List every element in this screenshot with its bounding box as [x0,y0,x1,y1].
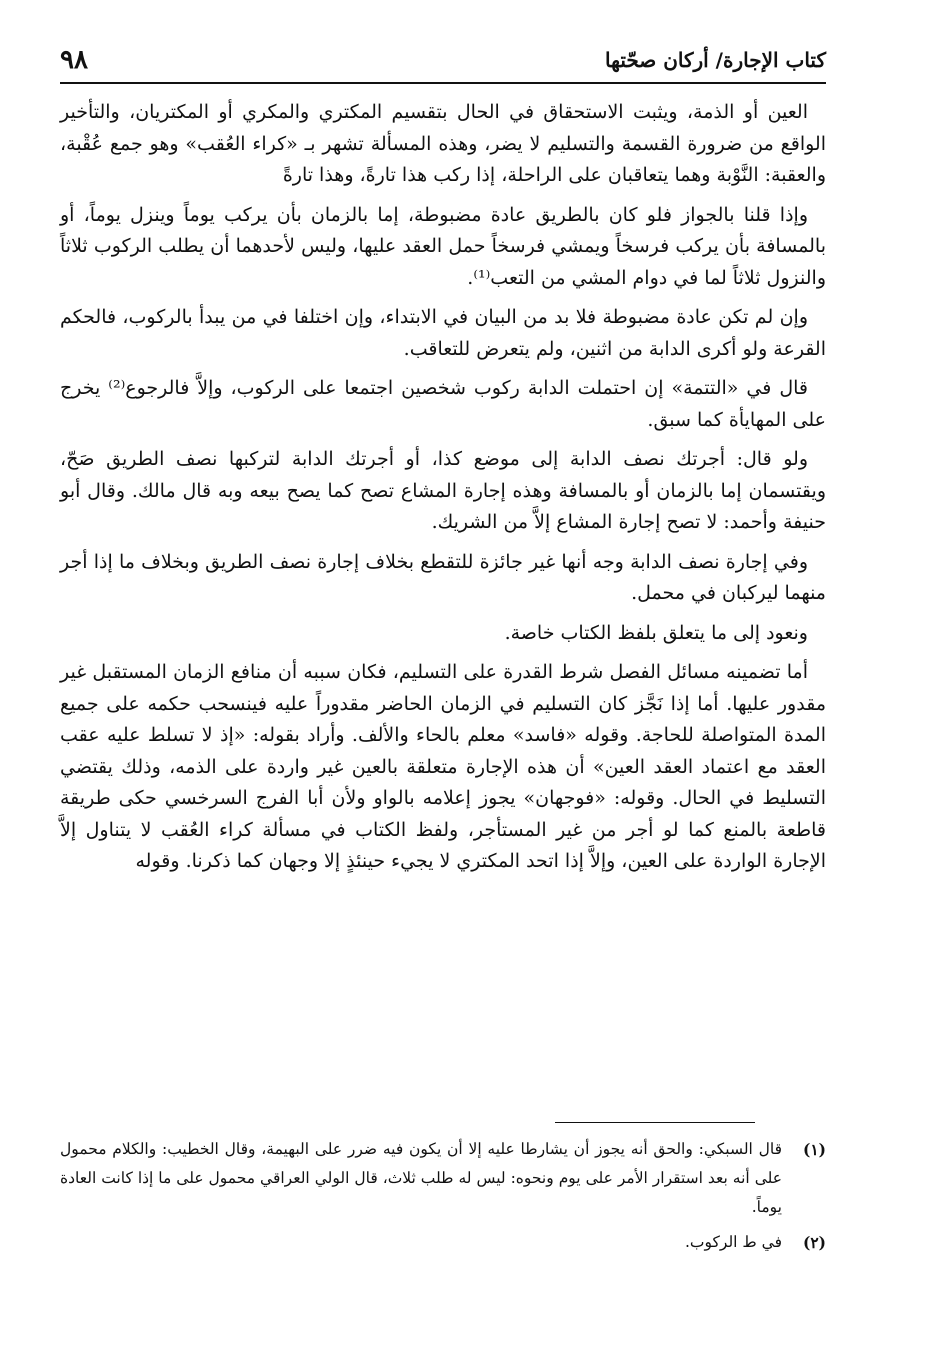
footnote-number: (١) [802,1140,826,1159]
footnote-item [60,1135,826,1222]
footnote-text: قال السبكي: والحق أنه يجوز أن يشارطا عليه إلا أن يكون فيه ضرر على البهيمة، وقال الخطيب: والكلام محمول على أنه بعد استقرار الأمر على يوم ونحوه: ليس له طلب ثلاث، قال الولي العراقي محمول على ما إذا كانت العادة يوماً. [60,1140,782,1216]
paragraph: ولو قال: أجرتك نصف الدابة إلى موضع كذا، أو أجرتك الدابة لتركبها نصف الطريق صَحّ، ويقتسمان إما بالزمان أو بالمسافة وهذه إجارة المشاع تصح كما يصح بيعه وبه قال مالك. وقال أبو حنيفة وأحمد: لا تصح إجارة المشاع إلاَّ من الشريك. [60,448,826,533]
running-title: كتاب الإجارة/ أركان صحّتها [605,48,826,72]
page-number: ٩٨ [60,45,88,75]
paragraph: أما تضمينه مسائل الفصل شرط القدرة على التسليم، فكان سببه أن منافع الزمان المستقبل غير مقدور عليها. أما إذا نَجَّز كان التسليم في الزمان الحاضر مقدوراً عليه فينسحب حكمه على جميع المدة المتواصلة للحاجة. وقوله «فاسد» معلم بالحاء والألف. وأراد بقوله: «إذ لا تسلط عليه عقب العقد مع اعتماد العقد العين» أن هذه الإجارة متعلقة بالعين غير واردة على الذمه، وذلك يقتضي التسليط في الحال. وقوله: «فوجهان» يجوز إعلامه بالواو ولأن أبا الفرج السرخسي حكى طريقة قاطعة بالمنع كما لو أجر من غير المستأجر، ولفظ الكتاب في مسألة كراء العُقب لا يتناول إلاَّ الإجارة الواردة على العين، وإلاَّ إذا اتحد المكتري لا يجيء حينئذٍ إلا وجهان كما ذكرنا. وقوله [60,661,826,872]
footnote-number: (٢) [802,1233,826,1252]
main-text [60,97,826,886]
footnote-divider [555,1122,755,1123]
paragraph: قال في «التتمة» إن احتملت الدابة ركوب شخصين اجتمعا على الركوب، وإلاَّ فالرجوع⁽²⁾ يخرج على المهايأة كما سبق. [60,377,826,431]
footnotes [60,1135,826,1263]
page-header [60,38,826,84]
paragraph: ونعود إلى ما يتعلق بلفظ الكتاب خاصة. [504,621,808,644]
footnote-text: في ط الركوب. [684,1233,782,1251]
paragraph: وإن لم تكن عادة مضبوطة فلا بد من البيان في الابتداء، وإن اختلفا في من يبدأ بالركوب، فالحكم القرعة ولو أكرى الدابة من اثنين، ولم يتعرض للتعاقب. [60,306,826,360]
paragraph: العين أو الذمة، ويثبت الاستحقاق في الحال بتقسيم المكتري والمكري أو المكتريان، والتأخير الواقع من ضرورة القسمة والتسليم لا يضر، وهذه المسألة تشهر بـ «كراء العُقب» وهو جمع عُقْبة، والعقبة: النَّوْبة وهما يتعاقبان على الراحلة، إذا ركب هذا تارةً، وهذا تارةً [60,101,826,186]
paragraph: وإذا قلنا بالجواز فلو كان بالطريق عادة مضبوطة، إما بالزمان بأن يركب يوماً وينزل يوماً، أو بالمسافة بأن يركب فرسخاً ويمشي فرسخاً حمل العقد عليها، وليس لأحدهما أن يطلب الركوب ثلاثاً والنزول ثلاثاً لما في دوام المشي من التعب⁽¹⁾. [60,203,826,289]
paragraph: وفي إجارة نصف الدابة وجه أنها غير جائزة للتقطع بخلاف إجارة نصف الطريق وبخلاف ما إذا أجر منهما ليركبان في محمل. [60,550,826,604]
footnote-item [60,1228,826,1257]
